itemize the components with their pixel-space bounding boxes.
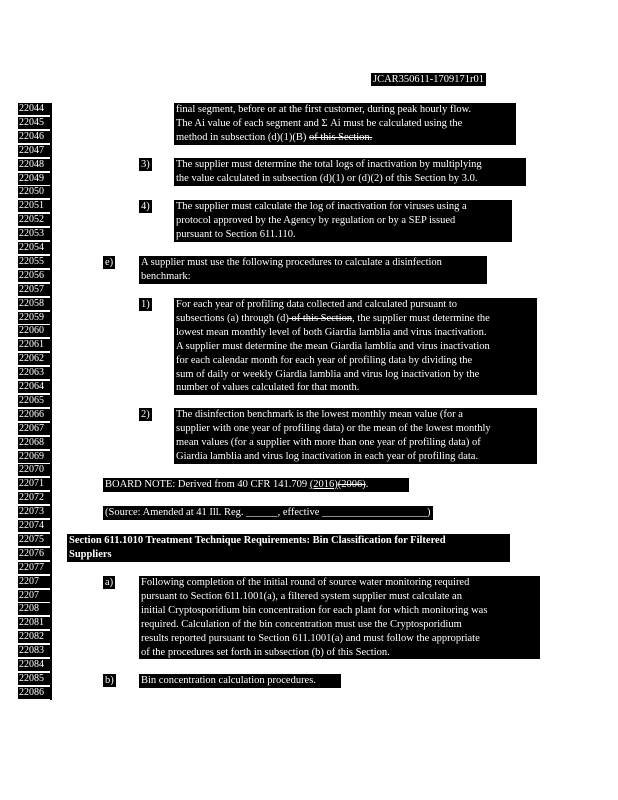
text-line: The supplier must determine the total logs of inactivation by multiplying — [176, 159, 482, 170]
struck-text: of this Section. — [308, 131, 373, 143]
text-run: , the supplier must determine the — [352, 312, 490, 324]
item-marker: b) — [105, 675, 114, 686]
text-line: for each calendar month for each year of profiling data by dividing the — [176, 354, 473, 366]
line-number: 22069 — [18, 451, 50, 463]
paragraph-e — [139, 256, 487, 284]
struck-text: (2006) — [337, 479, 366, 490]
text-line: The supplier must calculate the log of inactivation for viruses using a — [176, 201, 467, 212]
line-number: 22064 — [18, 381, 50, 393]
line-number: 22065 — [18, 395, 50, 407]
line-number: 22052 — [18, 214, 50, 226]
struck-text: of this Section — [288, 312, 353, 324]
text-line: Giardia lamblia and virus log inactivation in each year of profiling data. — [176, 450, 479, 462]
text-line: sum of daily or weekly Giardia lamblia and virus log inactivation by the — [176, 368, 480, 380]
line-number: 2207 — [18, 576, 50, 588]
line-number: 22086 — [18, 687, 50, 699]
text-line: results reported pursuant to Section 611.1001(a) and must follow the appropriate — [141, 632, 480, 644]
line-number: 22083 — [18, 645, 50, 657]
text-line: The Ai value of each segment and Σ Ai must be calculated using the — [176, 117, 463, 129]
item-marker: a) — [105, 577, 114, 588]
line-number: 22060 — [18, 325, 50, 337]
line-number: 22062 — [18, 353, 50, 365]
item-marker: 3) — [141, 159, 150, 170]
line-number: 22044 — [18, 103, 50, 115]
line-number: 22055 — [18, 256, 50, 268]
text-line — [105, 478, 407, 492]
line-number: 22073 — [18, 506, 50, 518]
text-line: Bin concentration calculation procedures. — [141, 675, 316, 686]
document-id: JCAR350611-1709171r01 — [373, 74, 485, 85]
line-number: 22059 — [18, 312, 50, 324]
line-number: 22054 — [18, 242, 50, 254]
text-line: Suppliers — [69, 548, 112, 560]
line-number: 22047 — [18, 145, 50, 157]
line-number-gutter — [0, 0, 52, 800]
paragraph-a — [139, 576, 540, 659]
text-line: mean values (for a supplier with more than one year of profiling data) of — [176, 436, 481, 448]
line-number: 22051 — [18, 200, 50, 212]
line-number: 2207 — [18, 590, 50, 602]
text-line: protocol approved by the Agency by regulation or by a SEP issued — [176, 214, 456, 226]
line-number: 22046 — [18, 131, 50, 143]
text-run: . — [365, 479, 369, 490]
line-number: 22077 — [18, 562, 50, 574]
text-line: A supplier must use the following procedures to calculate a disinfection — [141, 257, 442, 268]
text-line: number of values calculated for that month. — [176, 382, 360, 394]
source-note — [103, 506, 433, 520]
text-line: pursuant to Section 611.110. — [176, 228, 296, 240]
text-line: Following completion of the initial round of source water monitoring required — [141, 577, 470, 588]
line-number: 22049 — [18, 173, 50, 185]
paragraph-e1 — [174, 298, 537, 395]
paragraph-d1-continued — [174, 103, 516, 145]
gutter-rule — [50, 103, 52, 700]
paragraph-e2 — [174, 408, 537, 464]
line-number: 22048 — [18, 159, 50, 171]
line-number: 22057 — [18, 284, 50, 296]
item-marker: 4) — [141, 201, 150, 212]
line-number: 22045 — [18, 117, 50, 129]
line-number: 22056 — [18, 270, 50, 282]
text-line: (Source: Amended at 41 Ill. Reg. ______, effective ____________________) — [105, 507, 431, 518]
line-number: 22061 — [18, 339, 50, 351]
line-number: 22085 — [18, 673, 50, 685]
text-line: lowest mean monthly level of both Giardia lamblia and virus inactivation. — [176, 326, 487, 338]
line-number: 22072 — [18, 492, 50, 504]
text-run: BOARD NOTE: Derived from 40 CFR 141.709 — [105, 479, 310, 490]
text-line: pursuant to Section 611.1001(a), a filtered system supplier must calculate an — [141, 590, 462, 602]
text-line: the value calculated in subsection (d)(1) or (d)(2) of this Section by 3.0. — [176, 172, 478, 184]
section-heading — [67, 534, 510, 562]
line-number: 22058 — [18, 298, 50, 310]
line-number: 22071 — [18, 478, 50, 490]
paragraph-d4 — [174, 200, 512, 242]
line-number: 22075 — [18, 534, 50, 546]
line-number: 22066 — [18, 409, 50, 421]
text-line: supplier with one year of profiling data) or the mean of the lowest monthly — [176, 422, 491, 434]
text-run: subsections (a) through (d) — [176, 312, 289, 324]
line-number: 22074 — [18, 520, 50, 532]
text-line: required. Calculation of the bin concentration must use the Cryptosporidium — [141, 618, 462, 630]
line-number: 22067 — [18, 423, 50, 435]
line-number: 22081 — [18, 617, 50, 629]
line-number: 22068 — [18, 437, 50, 449]
line-number: 22070 — [18, 464, 50, 476]
item-marker: 2) — [141, 409, 150, 420]
inserted-text: (2016) — [309, 479, 338, 490]
line-number: 22076 — [18, 548, 50, 560]
line-number: 22082 — [18, 631, 50, 643]
item-marker: 1) — [141, 299, 150, 310]
text-line: A supplier must determine the mean Giardia lamblia and virus inactivation — [176, 340, 490, 352]
text-line: benchmark: — [141, 270, 191, 282]
text-line: For each year of profiling data collected and calculated pursuant to — [176, 299, 458, 310]
line-number: 22084 — [18, 659, 50, 671]
text-line: final segment, before or at the first customer, during peak hourly flow. — [176, 104, 472, 115]
text-line: of the procedures set forth in subsection (b) of this Section. — [141, 646, 390, 658]
line-number: 22053 — [18, 228, 50, 240]
line-number: 22063 — [18, 367, 50, 379]
item-marker: e) — [105, 257, 114, 268]
line-number: 2208 — [18, 603, 50, 615]
paragraph-d3 — [174, 158, 526, 186]
text-line: Section 611.1010 Treatment Technique Requirements: Bin Classification for Filtered — [69, 535, 446, 546]
text-line: method in subsection (d)(1)(B) of this Section. — [176, 131, 373, 143]
text-line: initial Cryptosporidium bin concentration for each plant for which monitoring was — [141, 604, 488, 616]
line-number: 22050 — [18, 186, 50, 198]
paragraph-b — [139, 674, 341, 688]
board-note — [103, 478, 409, 492]
text-line — [176, 312, 535, 326]
text-line: The disinfection benchmark is the lowest monthly mean value (for a — [176, 409, 463, 420]
